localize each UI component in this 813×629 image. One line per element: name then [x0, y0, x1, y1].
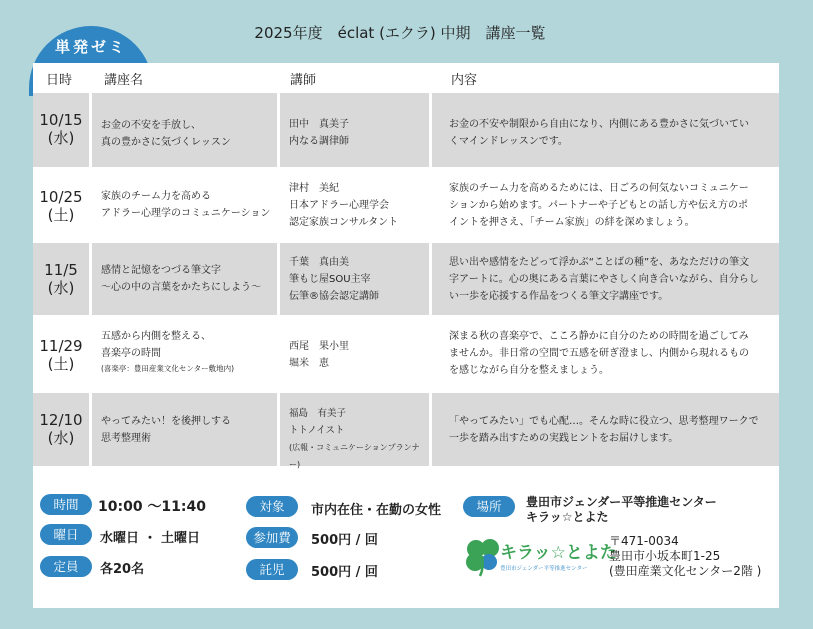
venue-label-pill: 場所 [463, 496, 515, 517]
row-instructor: 津村 美紀 日本アドラー心理学会 認定家族コンサルタント [289, 183, 399, 228]
row-day: (水) [47, 429, 75, 447]
row-instructor: 西尾 果小里 堀米 恵 [289, 341, 349, 369]
header-content: 内容 [451, 73, 478, 88]
row-course-title: 五感から内側を整える、 喜楽亭の時間 (喜楽亭：豊田産業文化センター敷地内) [101, 328, 273, 376]
page-title: 2025年度 éclat (エクラ) 中期 講座一覧 [254, 24, 546, 42]
logo-text: キラッ☆とよた [500, 543, 617, 563]
venue-address: 〒471-0034 豊田市小坂本町1-25 (豊田産業文化センター2階 ) [609, 534, 762, 578]
row-instructor: 田中 真美子 内なる調律師 [289, 119, 349, 147]
table-row [33, 243, 779, 315]
category-tab-label: 単発ゼミ [54, 38, 127, 56]
table-row [33, 318, 779, 390]
row-day: (土) [47, 355, 75, 373]
row-day: (土) [47, 206, 75, 224]
target-value: 市内在住・在勤の女性 [311, 503, 442, 518]
row-day: (水) [47, 279, 75, 297]
header-date: 日時 [46, 73, 73, 88]
fee-value: 500円 / 回 [311, 533, 378, 548]
time-label-pill: 時間 [40, 494, 92, 515]
weekday-label-pill: 曜日 [40, 524, 92, 545]
target-label-pill: 対象 [246, 496, 298, 517]
logo-subtext: 豊田市ジェンダー平等推進センター [500, 566, 588, 572]
kirattoyota-logo [462, 536, 617, 578]
row-day: (水) [47, 129, 75, 147]
row-instructor: 千葉 真由美 筆もじ屋SOU主宰 伝筆®協会認定講師 [289, 257, 379, 302]
childcare-value: 500円 / 回 [311, 565, 378, 580]
row-instructor: 福島 有美子 トトノイスト (広報・コミュニケーションプランナー) [289, 408, 420, 469]
table-row [33, 93, 779, 167]
row-content: 「やってみたい」でも心配…。そんな時に役立つ、思考整理ワークで 一歩を踏み出すための実践ヒントをお届けします。 [449, 416, 759, 444]
row-content: 深まる秋の喜楽亭で、こころ静かに自分のための時間を過ごしてみ ませんか。非日常の空間で五感を研ぎ澄まし、内側から現れるもの を感じながら自分を整えましょう。 [449, 331, 749, 376]
table-row [33, 170, 779, 240]
header-course: 講座名 [104, 73, 144, 88]
row-course-note: (喜楽亭：豊田産業文化センター敷地内) [101, 364, 235, 373]
row-content: 家族のチーム力を高めるためには、日ごろの何気ないコミュニケー ションから始めます。パートナーや子どもとの話し方や伝え方のポ イントを押さえ、「チーム家族」の絆を深めましょう。 [449, 183, 749, 228]
row-course-title: やってみたい！を後押しする 思考整理術 [101, 416, 231, 444]
capacity-value: 各20名 [100, 562, 145, 577]
table-header [33, 63, 779, 91]
venue-name: 豊田市ジェンダー平等推進センター キラッ☆とよた [526, 495, 717, 524]
row-content: 思い出や感情をたどって浮かぶ“ことばの種”を、あなただけの筆文 字アートに。心の奥にある言葉にやさしく向き合いながら、自分らし い一歩を応援する作品をつくる筆文字講座です。 [449, 257, 759, 302]
row-date: 11/29 [39, 337, 83, 355]
row-content: お金の不安や制限から自由になり、内側にある豊かさに気づいてい くマインドレッスンです。 [449, 119, 749, 147]
fee-label-pill: 参加費 [246, 527, 298, 548]
table-row [33, 393, 779, 469]
row-course-title: お金の不安を手放し、 真の豊かさに気づくレッスン [101, 120, 231, 148]
time-value: 10:00 〜11:40 [98, 499, 207, 515]
header-instructor: 講師 [290, 73, 317, 88]
capacity-label-pill: 定員 [40, 556, 92, 577]
row-course-title: 家族のチーム力を高める アドラー心理学のコミュニケーション [101, 191, 271, 219]
row-date: 12/10 [39, 411, 83, 429]
row-date: 10/25 [39, 188, 83, 206]
row-course-title: 感情と記憶をつづる筆文字 〜心の中の言葉をかたちにしよう〜 [101, 265, 261, 293]
childcare-label-pill: 託児 [246, 559, 298, 580]
row-date: 10/15 [39, 111, 83, 129]
weekday-value: 水曜日 ・ 土曜日 [100, 531, 201, 546]
row-date: 11/5 [44, 261, 78, 279]
